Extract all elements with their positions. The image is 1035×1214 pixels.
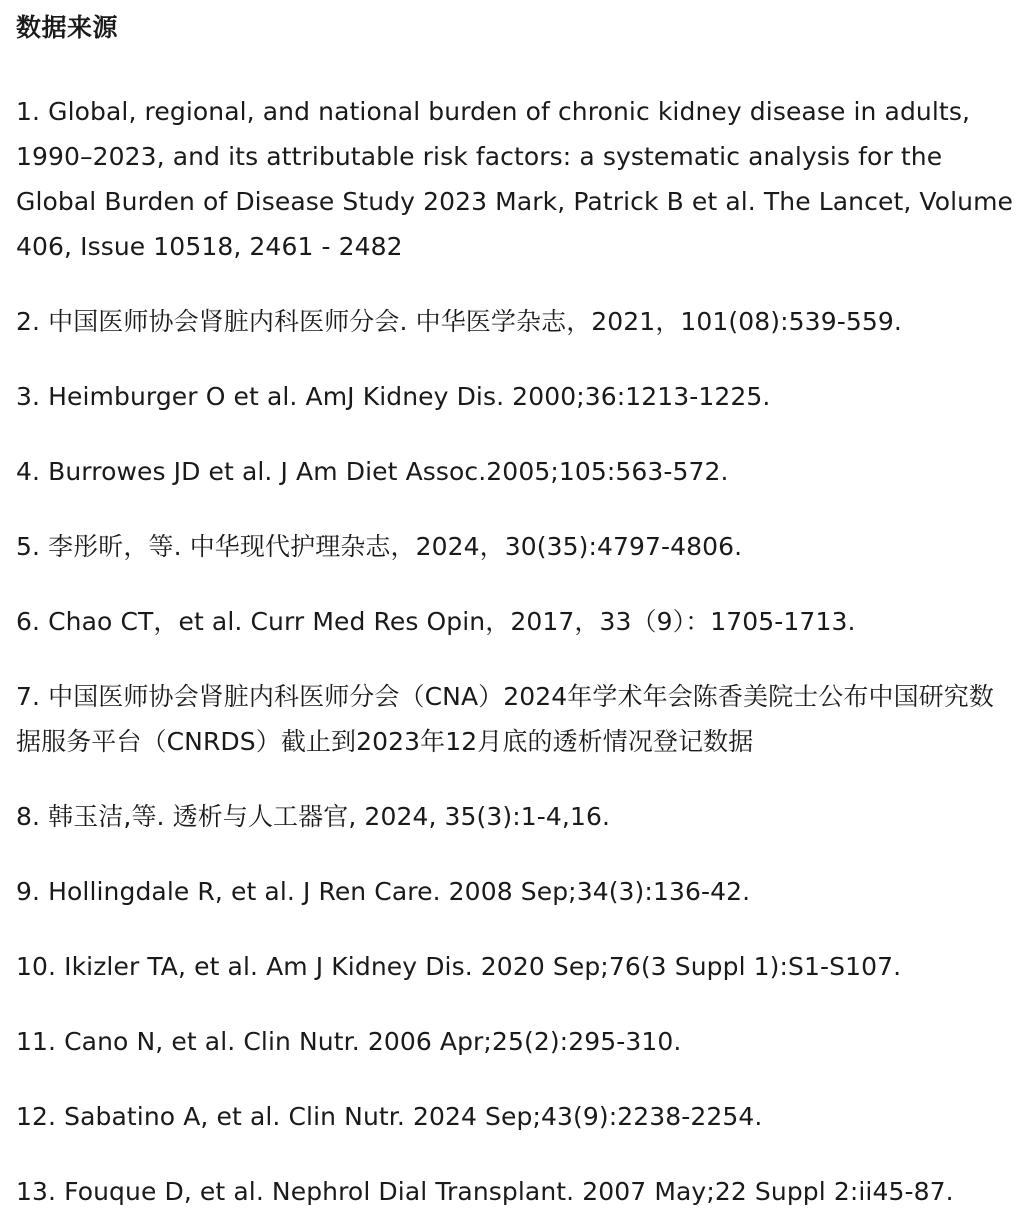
- reference-item: 4. Burrowes JD et al. J Am Diet Assoc.2005;105:563-572.: [16, 457, 729, 486]
- section-heading: 数据来源: [16, 13, 119, 42]
- reference-item: 12. Sabatino A, et al. Clin Nutr. 2024 Sep;43(9):2238-2254.: [16, 1102, 763, 1131]
- reference-item: 8. 韩玉洁,等. 透析与人工器官, 2024, 35(3):1-4,16.: [16, 802, 611, 831]
- reference-item: 3. Heimburger O et al. AmJ Kidney Dis. 2000;36:1213-1225.: [16, 382, 771, 411]
- reference-item: 1. Global, regional, and national burden of chronic kidney disease in adults, 1990–2023, and its attributable risk factors: a systematic analysis for the Global Burden of Disease Study 2023 Mark, Patrick B et al. The Lancet, Volume 406, Issue 10518, 2461 - 2482: [16, 97, 1014, 261]
- reference-list: [16, 89, 1019, 1214]
- reference-item: 13. Fouque D, et al. Nephrol Dial Transplant. 2007 May;22 Suppl 2:ii45-87.: [16, 1177, 954, 1206]
- reference-item: 11. Cano N, et al. Clin Nutr. 2006 Apr;25(2):295-310.: [16, 1027, 682, 1056]
- reference-item: 10. Ikizler TA, et al. Am J Kidney Dis. 2020 Sep;76(3 Suppl 1):S1-S107.: [16, 952, 902, 981]
- reference-item: 9. Hollingdale R, et al. J Ren Care. 2008 Sep;34(3):136-42.: [16, 877, 751, 906]
- reference-item: 6. Chao CT，et al. Curr Med Res Opin，2017，33（9）：1705-1713.: [16, 607, 856, 636]
- reference-item: 5. 李彤昕，等. 中华现代护理杂志，2024，30(35):4797-4806.: [16, 532, 743, 561]
- reference-item: 7. 中国医师协会肾脏内科医师分会（CNA）2024年学术年会陈香美院士公布中国研究数据服务平台（CNRDS）截止到2023年12月底的透析情况登记数据: [16, 682, 994, 756]
- reference-item: 2. 中国医师协会肾脏内科医师分会. 中华医学杂志，2021，101(08):539-559.: [16, 307, 902, 336]
